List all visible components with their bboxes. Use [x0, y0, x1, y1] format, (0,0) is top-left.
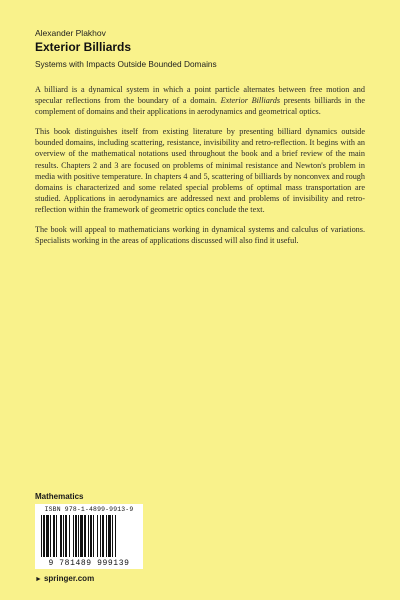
blurb-p1-title-emphasis: Exterior Billiards [220, 96, 281, 106]
barcode [35, 504, 143, 569]
blurb [35, 84, 365, 255]
arrow-right-icon: ► [35, 576, 42, 583]
isbn-label: ISBN 978-1-4899-9913-9 [44, 506, 134, 513]
subject-category: Mathematics [35, 492, 84, 501]
blurb-p1-end: presents billiards in the complement of domains and their applications in aerodynamics and geometrical optics. [35, 96, 365, 117]
book-subtitle: Systems with Impacts Outside Bounded Domains [35, 59, 217, 69]
blurb-p1-start: A billiard is a dynamical system in which a point particle alternates between free motion and specular reflections from the boundary of a domain. [35, 85, 365, 106]
ean-digits: 9 781489 999139 [48, 559, 130, 568]
book-title: Exterior Billiards [35, 40, 132, 54]
publisher-link[interactable] [35, 574, 94, 583]
blurb-paragraph-1 [35, 84, 365, 117]
blurb-paragraph-2: This book distinguishes itself from existing literature by presenting billiard dynamics outside bounded domains, including scattering, resistance, invisibility and retro-reflection. It begins with an overview of the mathematical notations used throughout the book and a brief review of the main results. Chapters 2 and 3 are focused on problems of minimal resistance and Newton's problem in media with positive temperature. In chapters 4 and 5, scattering of billiards by nonconvex and rough domains is characterized and some related special problems of optimal mass transportation are studied. Applications in aerodynamics are addressed next and problems of invisibility and retro-reflection within the framework of geometric optics conclude the text. [35, 127, 365, 214]
author-name: Alexander Plakhov [35, 28, 106, 38]
publisher-url: springer.com [43, 574, 95, 583]
barcode-bars [39, 515, 139, 557]
blurb-paragraph-3: The book will appeal to mathematicians working in dynamical systems and calculus of variations. Specialists working in the areas of applications discussed will also find it useful. [35, 225, 365, 246]
